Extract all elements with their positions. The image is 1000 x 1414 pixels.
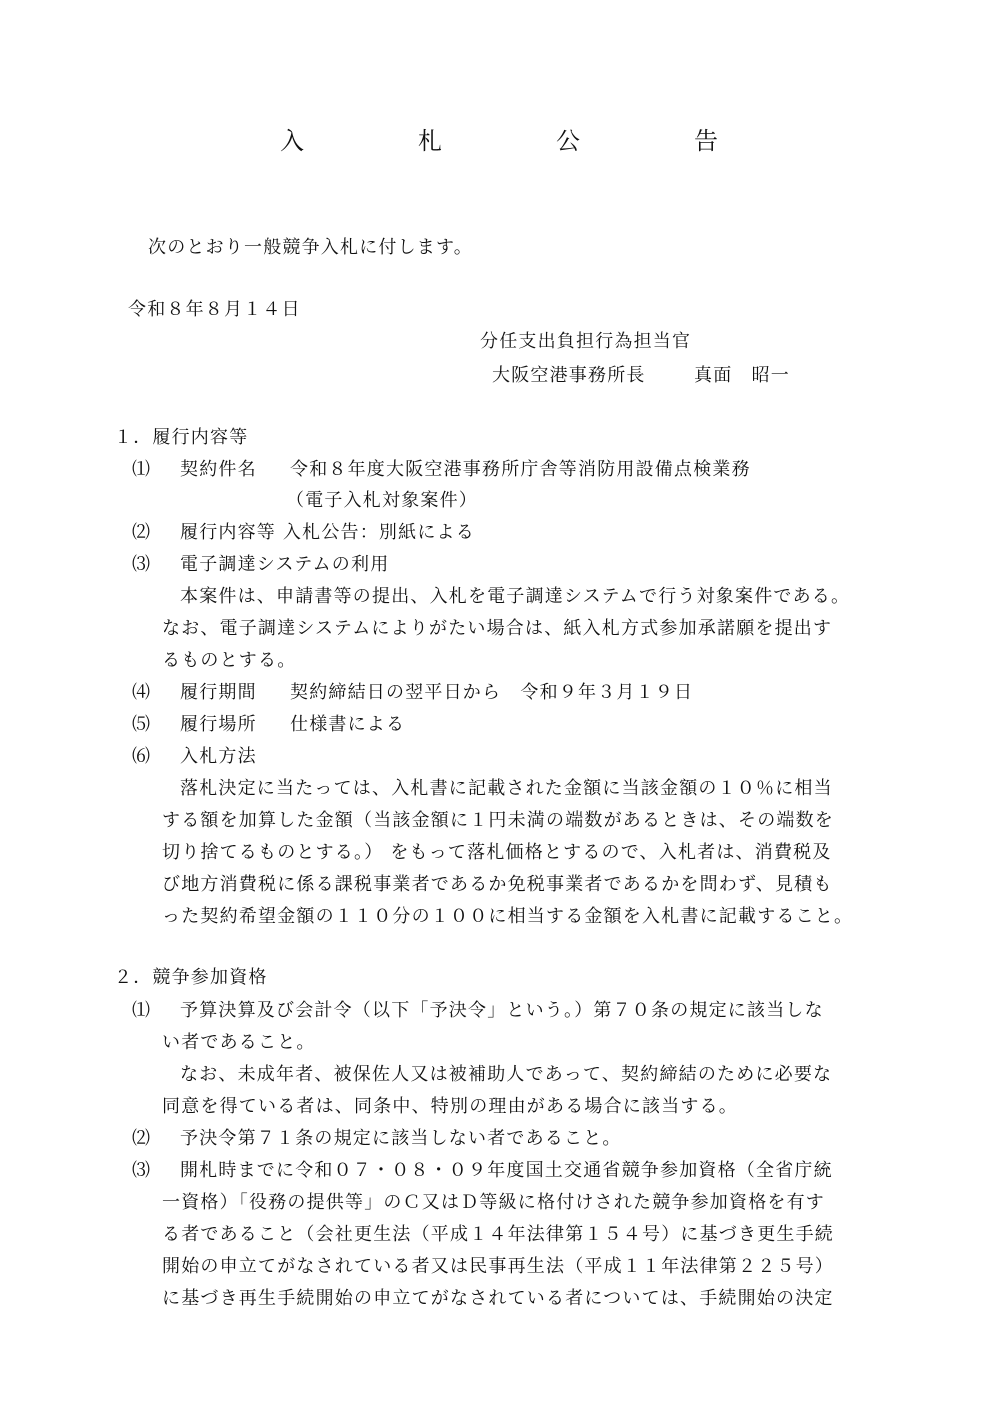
s2-item1-line4: 同意を得ている者は、同条中、特別の理由がある場合に該当する。 [162, 1096, 738, 1117]
s1-item1-value: 令和８年度大阪空港事務所庁舎等消防用設備点検業務 [290, 459, 751, 480]
s2-item3-line1: 開札時までに令和０７・０８・０９年度国土交通省競争参加資格（全省庁統 [180, 1160, 833, 1181]
s1-item3-label: 電子調達システムの利用 [180, 554, 390, 575]
title-char-1: 入 [280, 127, 304, 155]
issuer-name: 真面 昭一 [694, 365, 790, 386]
s2-item1-line1: 予算決算及び会計令（以下「予決令」という。）第７０条の規定に該当しな [180, 1000, 824, 1021]
s1-item4-number: ⑷ [132, 682, 152, 703]
notice-date: 令和８年８月１４日 [128, 299, 301, 320]
s2-item3-line2: 一資格）「役務の提供等」のＣ又はＤ等級に格付けされた競争参加資格を有す [162, 1192, 825, 1213]
s1-item5-number: ⑸ [132, 714, 152, 735]
title-char-3: 公 [556, 127, 580, 155]
intro-text: 次のとおり一般競争入札に付します。 [148, 237, 473, 258]
s1-item4-value: 契約締結日の翌平日から 令和９年３月１９日 [290, 682, 694, 703]
s1-item6-line2: する額を加算した金額（当該金額に１円未満の端数があるときは、その端数を [162, 810, 834, 831]
s1-item2-number: ⑵ [132, 522, 152, 543]
s1-item5-label: 履行場所 [180, 714, 257, 735]
s1-item5-value: 仕様書による [290, 714, 406, 735]
s1-item6-line5: った契約希望金額の１１０分の１００に相当する金額を入札書に記載すること。 [162, 906, 854, 927]
s1-item1-number: ⑴ [132, 459, 152, 480]
section2-heading: ２．競争参加資格 [114, 967, 268, 988]
s1-item4-label: 履行期間 [180, 682, 257, 703]
s2-item1-line3: なお、未成年者、被保佐人又は被補助人であって、契約締結のために必要な [180, 1064, 833, 1085]
issuer-title: 分任支出負担行為担当官 [480, 331, 692, 352]
s1-item3-number: ⑶ [132, 554, 152, 575]
s2-item3-line5: に基づき再生手続開始の申立てがなされている者については、手続開始の決定 [162, 1288, 834, 1309]
s2-item1-number: ⑴ [132, 1000, 152, 1021]
title-char-2: 札 [418, 127, 442, 155]
s1-item2-text: 履行内容等 入札公告：別紙による [180, 522, 475, 543]
s1-item3-line2: なお、電子調達システムによりがたい場合は、紙入札方式参加承諾願を提出す [162, 618, 833, 639]
s2-item2-number: ⑵ [132, 1128, 152, 1149]
s1-item3-line3: るものとする。 [162, 650, 297, 671]
s2-item3-number: ⑶ [132, 1160, 152, 1181]
s1-item6-line1: 落札決定に当たっては、入札書に記載された金額に当該金額の１０％に相当 [180, 778, 833, 799]
s1-item6-label: 入札方法 [180, 746, 257, 767]
issuer-office: 大阪空港事務所長 [492, 365, 646, 386]
title-char-4: 告 [694, 127, 718, 155]
s1-item1-label: 契約件名 [180, 459, 257, 480]
s2-item3-line3: る者であること（会社更生法（平成１４年法律第１５４号）に基づき更生手続 [162, 1224, 834, 1245]
s2-item3-line4: 開始の申立てがなされている者又は民事再生法（平成１１年法律第２２５号） [162, 1256, 834, 1277]
s1-item3-line1: 本案件は、申請書等の提出、入札を電子調達システムで行う対象案件である。 [180, 586, 851, 607]
section1-heading: １．履行内容等 [114, 427, 249, 448]
s1-item6-number: ⑹ [132, 746, 152, 767]
s2-item1-line2: い者であること。 [162, 1032, 316, 1053]
s1-item1-note: （電子入札対象案件） [286, 490, 478, 511]
s1-item6-line4: び地方消費税に係る課税事業者であるか免税事業者であるかを問わず、見積も [162, 874, 833, 895]
s1-item6-line3: 切り捨てるものとする。） をもって落札価格とするので、入札者は、消費税及 [162, 842, 832, 863]
s2-item2-text: 予決令第７１条の規定に該当しない者であること。 [180, 1128, 622, 1149]
